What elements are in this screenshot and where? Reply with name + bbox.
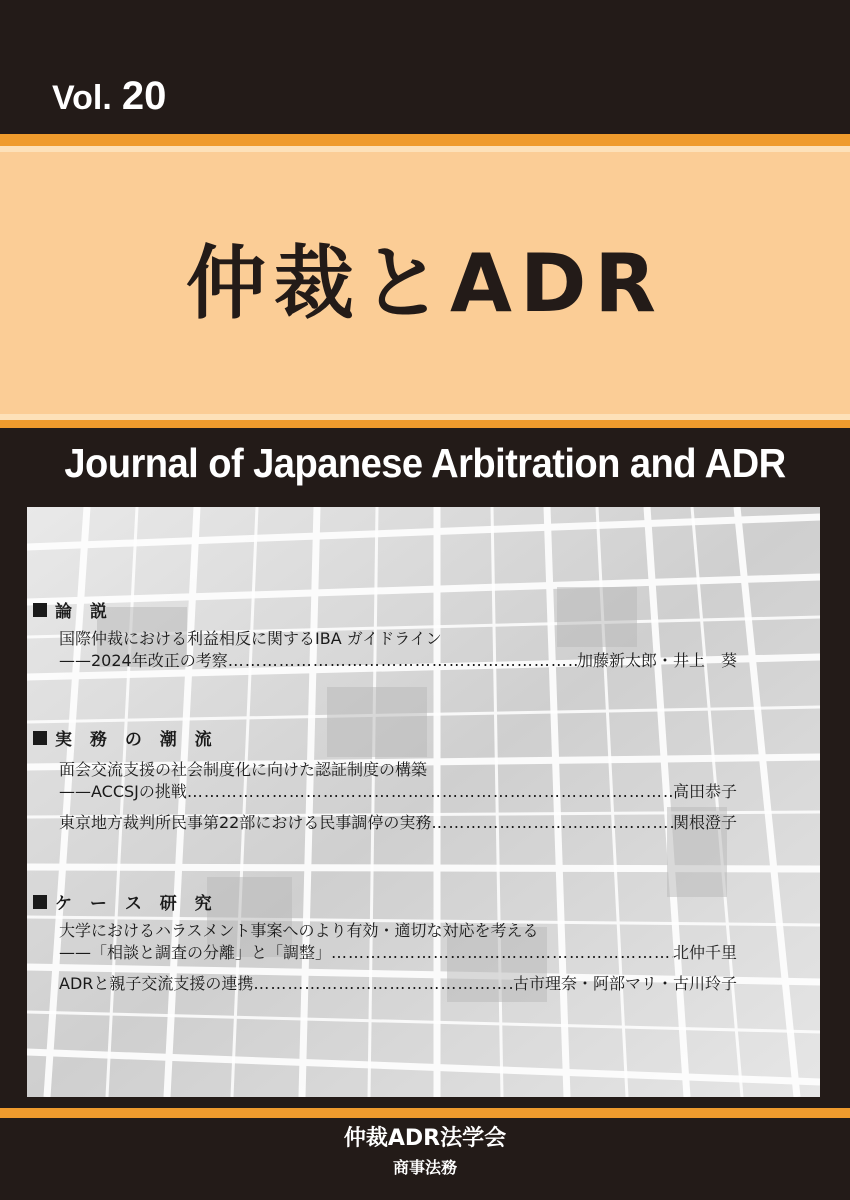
toc-entry <box>59 812 737 834</box>
square-bullet-icon <box>33 895 47 909</box>
title-panel <box>0 152 850 414</box>
toc-entry <box>59 781 737 803</box>
section-heading: ケ ー ス 研 究 <box>33 889 218 914</box>
article-title: ADRと親子交流支援の連携 <box>59 974 254 993</box>
leader-dots <box>228 650 577 672</box>
leader-dots <box>187 781 673 803</box>
volume-label <box>52 74 166 119</box>
leader-dots <box>253 973 513 995</box>
article-author: 加藤新太郎・井上 葵 <box>576 651 737 670</box>
imprint-name: 商事法務 <box>392 1158 457 1177</box>
leader-dots <box>331 942 673 964</box>
article-title: ——「相談と調査の分離」と「調整」 <box>59 943 332 962</box>
article-author: 高田恭子 <box>672 782 737 801</box>
section-heading: 論 説 <box>33 597 113 622</box>
contents-panel <box>27 507 820 1097</box>
article-title: 東京地方裁判所民事第22部における民事調停の実務 <box>59 813 432 832</box>
article-title: ——2024年改正の考察 <box>59 651 228 670</box>
orange-stripe-bottom <box>0 420 850 428</box>
article-author: 北仲千里 <box>672 943 737 962</box>
publisher-name: 仲裁ADR法学会 <box>343 1126 507 1151</box>
square-bullet-icon <box>33 603 47 617</box>
journal-title: 仲裁とADR <box>186 237 664 330</box>
article-author: 関根澄子 <box>672 813 737 832</box>
leader-dots <box>431 812 673 834</box>
article-title-line: 国際仲裁における利益相反に関するIBA ガイドライン <box>59 629 442 648</box>
section-heading: 実 務 の 潮 流 <box>33 725 218 750</box>
article-title-line: 大学におけるハラスメント事案へのより有効・適切な対応を考える <box>59 921 539 940</box>
journal-subtitle: Journal of Japanese Arbitration and ADR <box>64 440 786 486</box>
toc-entry <box>59 942 737 964</box>
toc-entry <box>59 650 737 672</box>
orange-stripe-top <box>0 134 850 146</box>
orange-stripe-footer <box>0 1108 850 1118</box>
volume-prefix: Vol. <box>52 79 112 117</box>
article-title: ——ACCSJの挑戦 <box>59 782 187 801</box>
article-author: 古市理奈・阿部マリ・古川玲子 <box>512 974 737 993</box>
volume-number: 20 <box>121 74 167 118</box>
toc-entry <box>59 973 737 995</box>
square-bullet-icon <box>33 731 47 745</box>
article-title-line: 面会交流支援の社会制度化に向けた認証制度の構築 <box>59 760 428 779</box>
table-of-contents <box>27 507 820 1097</box>
